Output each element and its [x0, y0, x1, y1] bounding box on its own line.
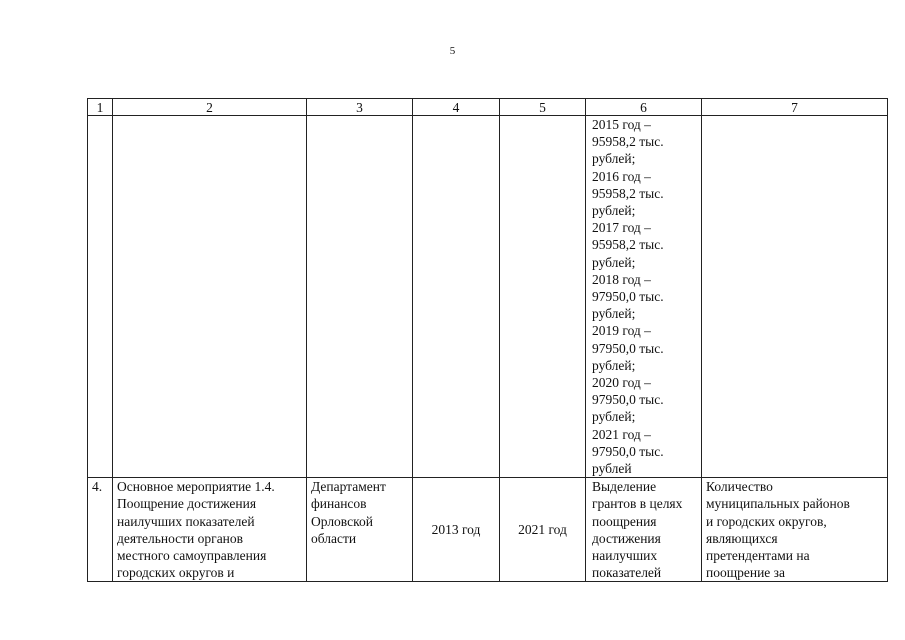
empty-cell: [307, 116, 413, 478]
executor-line: финансов: [311, 496, 367, 512]
empty-cell: [702, 116, 888, 478]
responsible-executor-cell: [307, 478, 413, 582]
funding-line: рублей;: [592, 357, 636, 373]
indicator-cell: [702, 478, 888, 582]
funding-line: рублей;: [592, 254, 636, 270]
funding-by-year-cell: [586, 116, 702, 478]
empty-cell: [113, 116, 307, 478]
indicator-line: муниципальных районов: [706, 496, 850, 512]
result-line: показателей: [592, 565, 662, 581]
column-number-cell: 6: [586, 99, 702, 116]
plan-table: [87, 98, 888, 582]
executor-line: области: [311, 530, 357, 546]
executor-line: Орловской: [311, 513, 373, 529]
start-year-cell: 2013 год: [413, 478, 500, 582]
funding-line: рублей;: [592, 151, 636, 167]
funding-line: 97950,0 тыс.: [592, 289, 664, 305]
end-year-cell: 2021 год: [500, 478, 586, 582]
indicator-line: являющихся: [706, 530, 778, 546]
expected-result-cell: [586, 478, 702, 582]
result-line: грантов в целях: [592, 496, 683, 512]
column-number-cell: 7: [702, 99, 888, 116]
funding-line: рублей: [592, 461, 632, 477]
funding-line: 95958,2 тыс.: [592, 237, 664, 253]
continuation-row: [88, 116, 888, 478]
indicator-line: и городских округов,: [706, 513, 827, 529]
funding-line: 97950,0 тыс.: [592, 392, 664, 408]
empty-cell: [500, 116, 586, 478]
empty-cell: [88, 116, 113, 478]
activity-name-cell: [113, 478, 307, 582]
funding-line: 97950,0 тыс.: [592, 443, 664, 459]
activity-line: Поощрение достижения: [117, 496, 257, 512]
result-line: поощрения: [592, 513, 657, 529]
funding-line: 2015 год –: [592, 117, 651, 132]
column-number-row: [88, 99, 888, 116]
activity-line: деятельности органов: [117, 530, 244, 546]
result-line: Выделение: [592, 479, 657, 495]
column-number-cell: 4: [413, 99, 500, 116]
funding-line: 2019 год –: [592, 323, 651, 339]
empty-cell: [413, 116, 500, 478]
funding-line: 2017 год –: [592, 220, 651, 236]
funding-line: 2016 год –: [592, 168, 651, 184]
result-line: достижения: [592, 530, 661, 546]
funding-line: 95958,2 тыс.: [592, 185, 664, 201]
column-number-cell: 5: [500, 99, 586, 116]
funding-line: рублей;: [592, 306, 636, 322]
activity-line: городских округов и: [117, 565, 235, 581]
funding-line: рублей;: [592, 409, 636, 425]
activity-line: наилучших показателей: [117, 513, 255, 529]
indicator-line: поощрение за: [706, 565, 786, 581]
funding-line: 95958,2 тыс.: [592, 134, 664, 150]
funding-line: 2020 год –: [592, 375, 651, 391]
funding-line: 2018 год –: [592, 271, 651, 287]
result-line: наилучших: [592, 548, 658, 564]
item-number-cell: 4.: [88, 478, 113, 582]
column-number-cell: 1: [88, 99, 113, 116]
executor-line: Департамент: [311, 479, 386, 495]
funding-line: 2021 год –: [592, 426, 651, 442]
funding-line: рублей;: [592, 203, 636, 219]
funding-line: 97950,0 тыс.: [592, 340, 664, 356]
column-number-cell: 3: [307, 99, 413, 116]
table-row: [88, 478, 888, 582]
indicator-line: Количество: [706, 479, 773, 495]
indicator-line: претендентами на: [706, 548, 810, 564]
activity-line: местного самоуправления: [117, 548, 267, 564]
column-number-cell: 2: [113, 99, 307, 116]
page-number: 5: [449, 45, 456, 57]
activity-line: Основное мероприятие 1.4.: [117, 479, 275, 495]
